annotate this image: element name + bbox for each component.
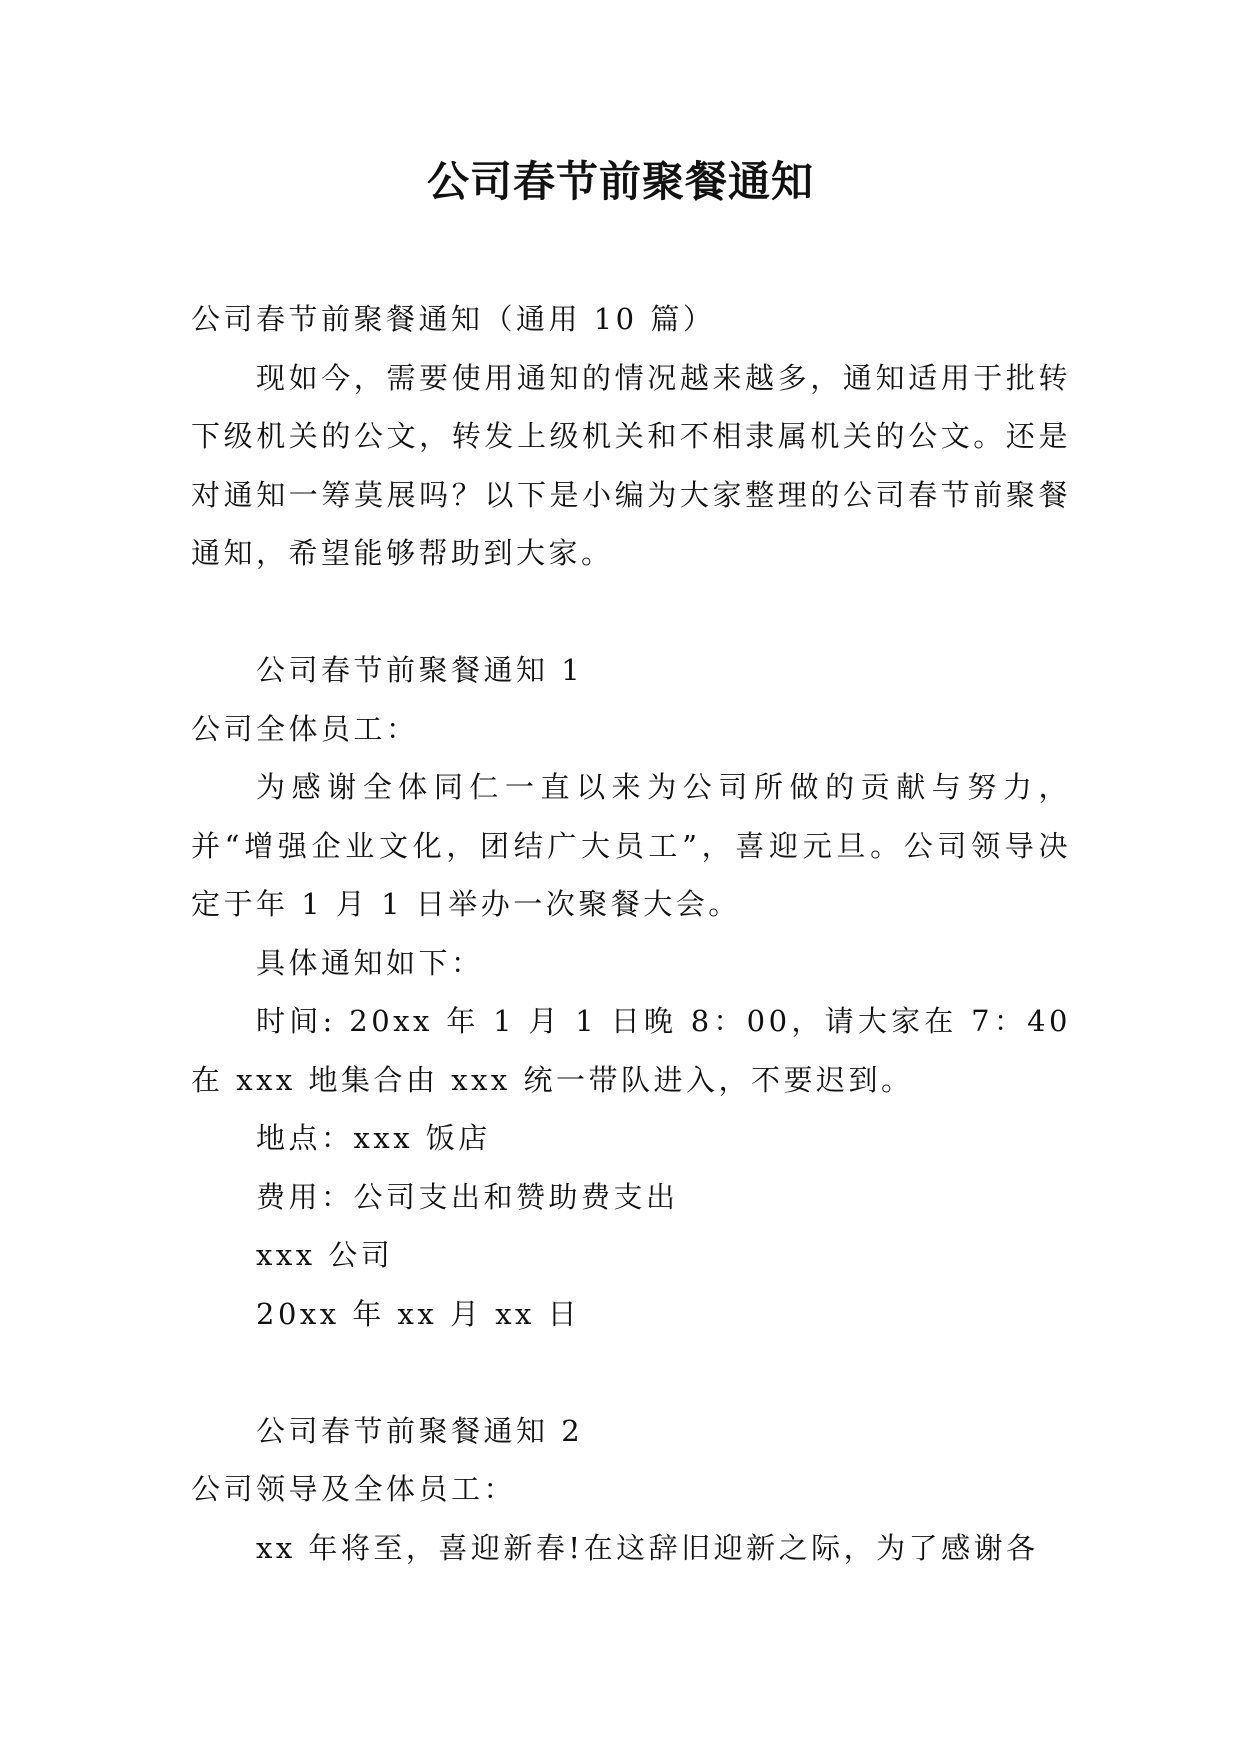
notice-1-cost: 费用：公司支出和赞助费支出 <box>256 1179 679 1214</box>
notice-1-body: 为感谢全体同仁一直以来为公司所做的贡献与努力，并“增强企业文化，团结广大员工”，喜迎元旦。公司领导决定于年 1 月 1 日举办一次聚餐大会。 <box>191 770 1071 921</box>
document-title: 公司春节前聚餐通知 <box>426 157 814 206</box>
notice-1-signature: xxx 公司 <box>256 1238 394 1272</box>
section-gap <box>191 583 1071 642</box>
notice-1-location: 地点：xxx 饭店 <box>256 1121 491 1155</box>
notice-2-heading: 公司春节前聚餐通知 2 <box>256 1413 584 1448</box>
notice-2-body: xx 年将至，喜迎新春!在这辞旧迎新之际，为了感谢各 <box>256 1530 1039 1565</box>
notice-1-date: 20xx 年 xx 月 xx 日 <box>256 1296 581 1331</box>
notice-1-time: 时间: 20xx 年 1 月 1 日晚 8：00，请大家在 7：40 在 xxx 地集合由 xxx 统一带队进入，不要迟到。 <box>191 1004 1071 1097</box>
document-subtitle: 公司春节前聚餐通知（通用 10 篇） <box>191 302 716 336</box>
notice-1-heading: 公司春节前聚餐通知 1 <box>256 653 584 687</box>
notice-2-salutation: 公司领导及全体员工： <box>191 1472 517 1506</box>
intro-paragraph: 现如今，需要使用通知的情况越来越多，通知适用于批转下级机关的公文，转发上级机关和不相隶属机关的公文。还是对通知一筹莫展吗？以下是小编为大家整理的公司春节前聚餐通知，希望能够帮助到大家。 <box>191 360 1071 570</box>
section-gap <box>191 1343 1071 1402</box>
notice-1-details-intro: 具体通知如下： <box>256 945 484 980</box>
notice-1-salutation: 公司全体员工： <box>191 711 419 746</box>
document-body <box>191 290 1071 1577</box>
